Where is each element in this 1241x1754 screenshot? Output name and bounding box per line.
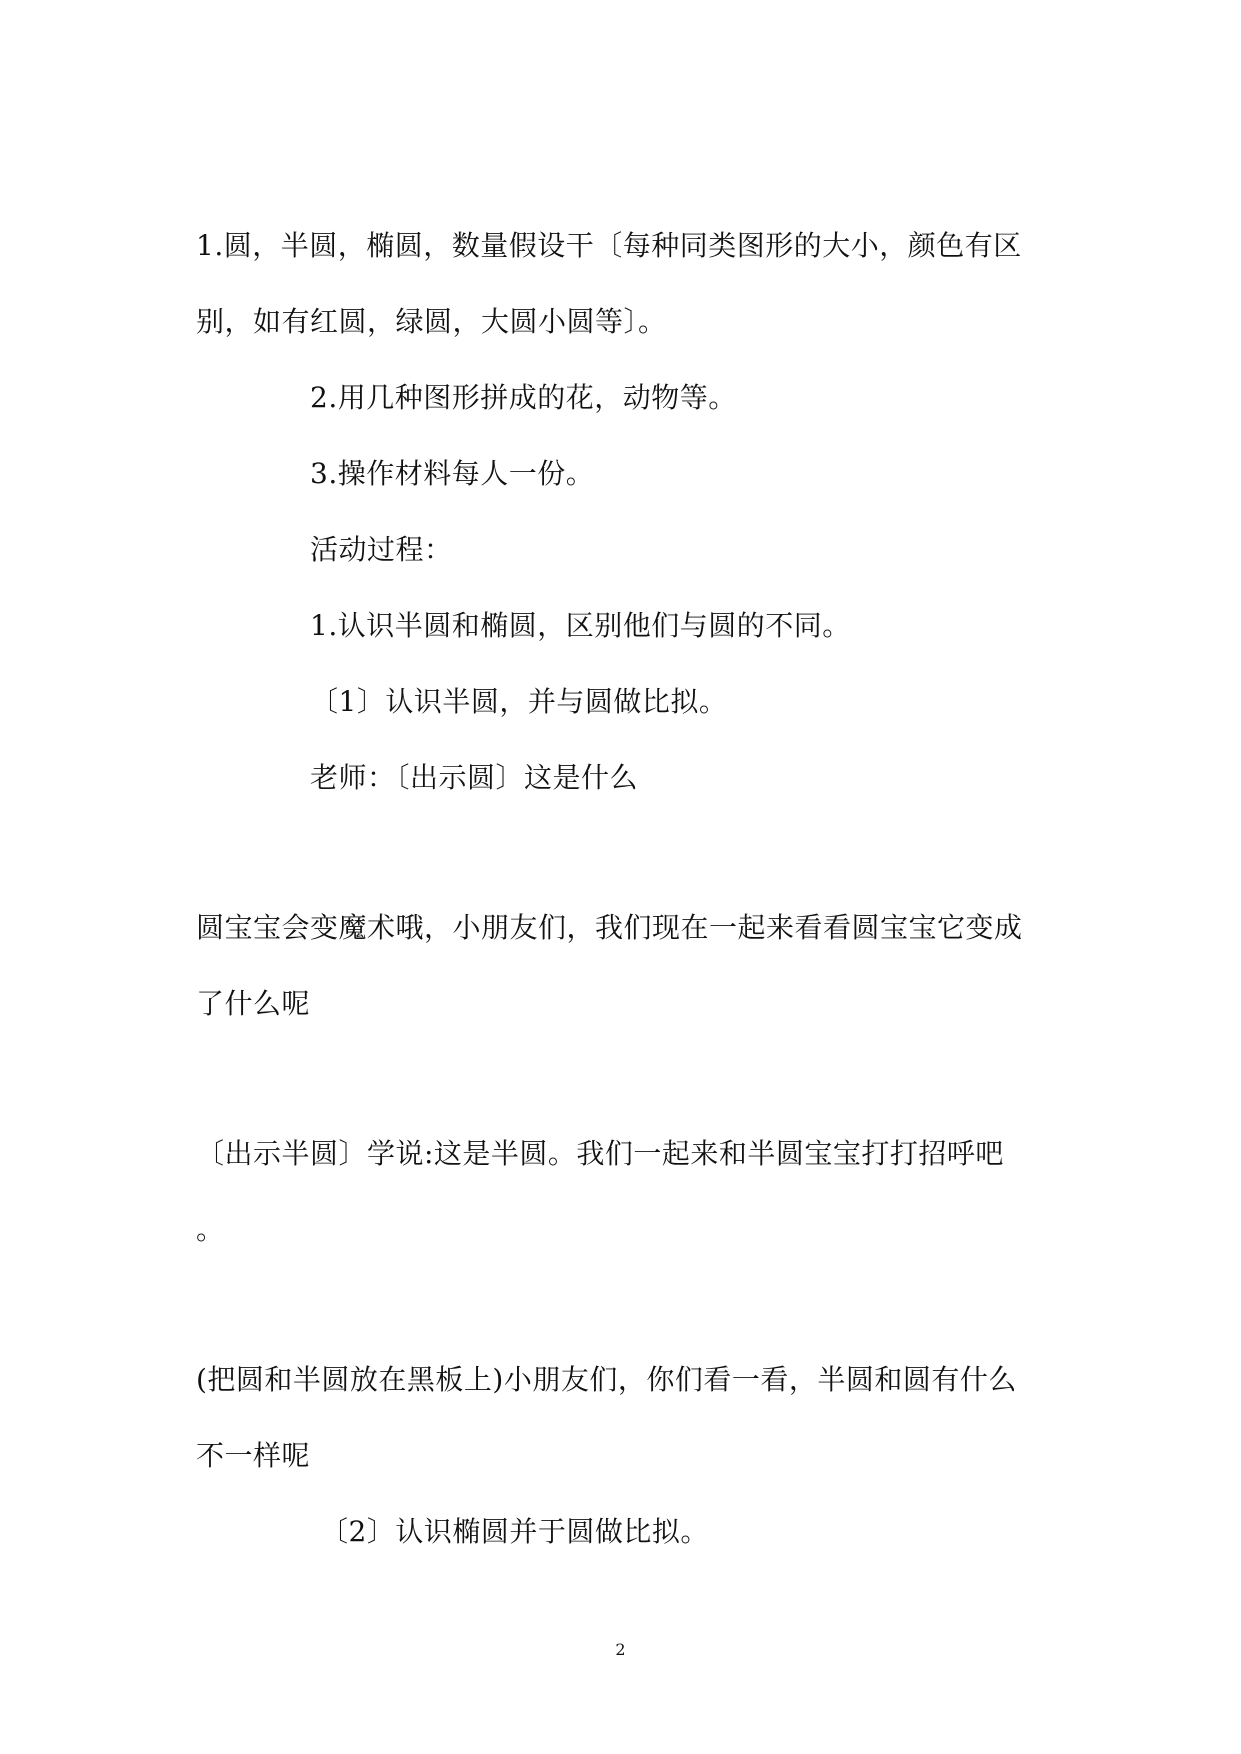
text-line: 3.操作材料每人一份。 (310, 457, 595, 490)
text-line: 圆宝宝会变魔术哦，小朋友们，我们现在一起来看看圆宝宝它变成 (196, 911, 1023, 944)
text-line: 了什么呢 (196, 987, 311, 1020)
text-line: 〔1〕认识半圆，并与圆做比拟。 (310, 685, 728, 718)
section-heading: 活动过程： (310, 533, 453, 566)
text-line: 〔出示半圆〕学说:这是半圆。我们一起来和半圆宝宝打打招呼吧 (196, 1137, 1004, 1170)
text-line: 1.认识半圆和椭圆，区别他们与圆的不同。 (310, 609, 851, 642)
text-line: (把圆和半圆放在黑板上)小朋友们，你们看一看，半圆和圆有什么 (196, 1363, 1017, 1396)
text-line: 。 (196, 1213, 225, 1246)
page-number: 2 (615, 1640, 626, 1659)
text-line: 别，如有红圆，绿圆，大圆小圆等〕。 (196, 305, 667, 338)
text-line: 2.用几种图形拼成的花，动物等。 (310, 381, 737, 414)
text-line: 不一样呢 (196, 1439, 311, 1472)
text-line: 老师：〔出示圆〕这是什么 (310, 761, 639, 794)
text-line: 〔2〕认识椭圆并于圆做比拟。 (320, 1515, 709, 1548)
text-line: 1.圆，半圆，椭圆，数量假设干〔每种同类图形的大小，颜色有区 (196, 229, 1022, 262)
